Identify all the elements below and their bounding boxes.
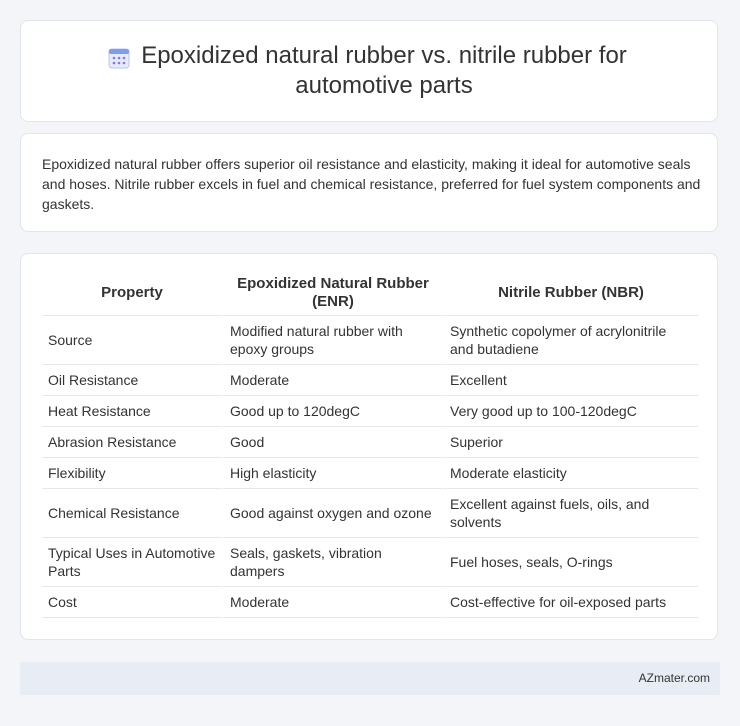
summary-card xyxy=(20,133,718,232)
column-header-enr: Epoxidized Natural Rubber (ENR) xyxy=(222,270,442,316)
table-header-row xyxy=(42,270,698,316)
table-cell-property: Flexibility xyxy=(42,458,222,489)
comparison-table xyxy=(42,270,698,618)
page-title: Epoxidized natural rubber vs. nitrile rubber for automotive parts xyxy=(141,42,627,99)
table-cell-nbr: Synthetic copolymer of acrylonitrile and butadiene xyxy=(442,316,698,365)
column-header-nbr: Nitrile Rubber (NBR) xyxy=(442,270,698,316)
table-cell-nbr: Excellent xyxy=(442,365,698,396)
table-cell-enr: Moderate xyxy=(222,365,442,396)
comparison-card xyxy=(20,253,718,640)
table-cell-property: Heat Resistance xyxy=(42,396,222,427)
table-row xyxy=(42,427,698,458)
column-header-property: Property xyxy=(42,270,222,316)
table-row xyxy=(42,365,698,396)
footer-brand: AZmater.com xyxy=(638,671,710,685)
table-cell-nbr: Superior xyxy=(442,427,698,458)
table-cell-enr: High elasticity xyxy=(222,458,442,489)
table-cell-property: Source xyxy=(42,316,222,365)
table-cell-enr: Moderate xyxy=(222,587,442,618)
table-cell-enr: Modified natural rubber with epoxy groups xyxy=(222,316,442,365)
summary-text: Epoxidized natural rubber offers superior oil resistance and elasticity, making it ideal for automotive seals and hoses. Nitrile rubber excels in fuel and chemical resistance, preferred for fuel system components and gaskets. xyxy=(42,156,701,212)
table-cell-enr: Good xyxy=(222,427,442,458)
table-cell-nbr: Moderate elasticity xyxy=(442,458,698,489)
table-cell-property: Typical Uses in Automotive Parts xyxy=(42,538,222,587)
table-cell-nbr: Excellent against fuels, oils, and solvents xyxy=(442,489,698,538)
footer xyxy=(20,662,720,695)
table-cell-property: Chemical Resistance xyxy=(42,489,222,538)
table-cell-property: Cost xyxy=(42,587,222,618)
table-row xyxy=(42,587,698,618)
table-cell-property: Abrasion Resistance xyxy=(42,427,222,458)
table-cell-enr: Good against oxygen and ozone xyxy=(222,489,442,538)
table-row xyxy=(42,538,698,587)
table-cell-nbr: Cost-effective for oil-exposed parts xyxy=(442,587,698,618)
table-cell-nbr: Very good up to 100-120degC xyxy=(442,396,698,427)
table-row xyxy=(42,316,698,365)
table-cell-enr: Good up to 120degC xyxy=(222,396,442,427)
table-row xyxy=(42,489,698,538)
table-row xyxy=(42,458,698,489)
title-card xyxy=(20,20,718,122)
table-cell-enr: Seals, gaskets, vibration dampers xyxy=(222,538,442,587)
table-row xyxy=(42,396,698,427)
table-cell-nbr: Fuel hoses, seals, O-rings xyxy=(442,538,698,587)
table-cell-property: Oil Resistance xyxy=(42,365,222,396)
